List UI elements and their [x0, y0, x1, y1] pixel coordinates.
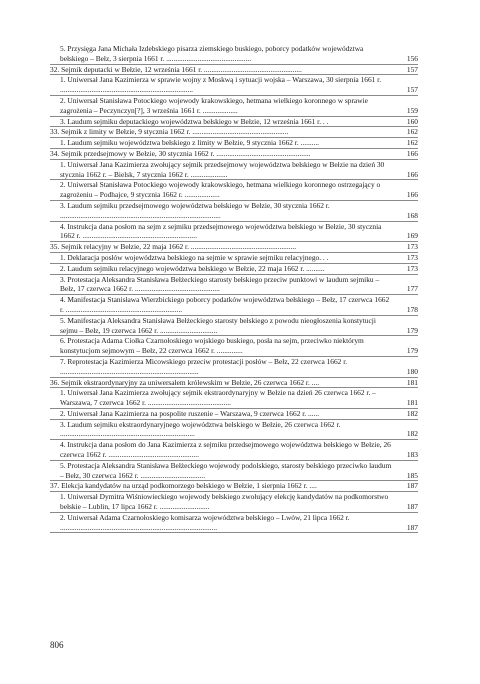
toc-subentry	[50, 275, 418, 296]
entry-title: 1. Uniwersał Jana Kazimierza zwołujący sejmik przedsejmowy województwa bełskiego w Bełzie na dzień 30 stycznia 1662 r. – Bielsk, 7 stycznia 1662 r. ....................	[60, 159, 385, 179]
toc-subentry	[50, 316, 418, 337]
toc-subentry	[50, 117, 418, 128]
entry-title: 1. Uniwersał Jana Kazimierza zwołujący sejmik ekstraordynaryjny w Bełzie na dzień 26 czerwca 1662 r. – Warszawa, 7 czerwca 1662 r. .............................................	[60, 388, 376, 408]
toc-subentry	[50, 513, 418, 534]
entry-page-number: 183	[406, 450, 418, 460]
entry-page-number: 187	[406, 522, 418, 532]
entry-page-number: 173	[406, 263, 418, 273]
entry-title: 3. Laudum sejmiku deputackiego województwa bełskiego w Bełzie, 12 września 1661 r. . .	[60, 116, 329, 126]
toc-subentry	[50, 420, 418, 441]
entry-title: 5. Przysięga Jana Michała Izdebskiego pisarza ziemskiego buskiego, poborcy podatków województwa bełskiego – Bełz, 3 sierpnia 1661 r. ..............................................	[60, 44, 364, 63]
entry-title: 3. Laudum sejmiku przedsejmowego województwa bełskiego w Bełzie, 30 stycznia 1662 r. .......................................................................................	[60, 200, 330, 220]
entry-title: 36. Sejmik ekstraordynaryjny za uniwersałem królewskim w Bełzie, 26 czerwca 1662 r. ....	[50, 377, 320, 387]
entry-title: 7. Reprotestacja Kazimierza Micowskiego przeciw protestacji posłów – Bełz, 22 czerwca 1662 r. ...........................................................................	[60, 356, 348, 376]
toc-section-entry	[50, 127, 418, 138]
entry-title: 35. Sejmik relacyjny w Bełzie, 22 maja 1662 r. .........................................................	[50, 242, 297, 252]
entry-page-number: 181	[406, 398, 418, 408]
entry-page-number: 173	[406, 242, 418, 252]
entry-page-number: 166	[406, 190, 418, 200]
toc-subentry	[50, 75, 418, 96]
entry-page-number: 187	[406, 502, 418, 512]
entry-page-number: 157	[406, 85, 418, 95]
toc-subentry	[50, 336, 418, 357]
toc-section-entry	[50, 242, 418, 253]
entry-page-number: 187	[406, 481, 418, 491]
toc-subentry	[50, 253, 418, 264]
toc-subentry	[50, 44, 418, 65]
entry-title: 2. Uniwersał Stanisława Potockiego wojewody krakowskiego, hetmana wielkiego koronnego ostrzegający o zagrożeniu – Podhajce, 9 stycznia 1662 r. ...................	[60, 180, 381, 200]
toc-section-entry	[50, 378, 418, 389]
entry-title: 1. Uniwersał Dymitra Wiśniowieckiego wojewody bełskiego zwołujący elekcję kandydatów na podkomorstwo bełskie – Lublin, 17 lipca 1662 r. ...........................	[60, 492, 389, 512]
entry-page-number: 179	[406, 325, 418, 335]
entry-title: 4. Instrukcja dana posłom na sejm z sejmiku przedsejmowego województwa bełskiego w Bełzie, 30 stycznia 1662 r. ..............................................................	[60, 221, 382, 241]
toc-subentry	[50, 295, 418, 316]
entry-page-number: 181	[406, 377, 418, 387]
toc-subentry	[50, 264, 418, 275]
entry-page-number: 162	[406, 138, 418, 148]
table-of-contents	[50, 44, 418, 533]
toc-subentry	[50, 492, 418, 513]
entry-page-number: 185	[406, 470, 418, 480]
toc-subentry	[50, 160, 418, 181]
entry-page-number: 169	[406, 231, 418, 241]
entry-title: 1. Deklaracja posłów województwa bełskiego na sejmie w sprawie sejmiku relacyjnego. . .	[60, 252, 329, 262]
entry-page-number: 160	[406, 116, 418, 126]
entry-page-number: 182	[406, 408, 418, 418]
entry-page-number: 166	[406, 169, 418, 179]
entry-page-number: 177	[406, 284, 418, 294]
toc-subentry	[50, 222, 418, 243]
entry-title: 1. Uniwersał Jana Kazimierza w sprawie wojny z Moskwą i sytuacji wojska – Warszawa, 30 sierpnia 1661 r. ........................................................................	[60, 75, 382, 95]
toc-subentry	[50, 440, 418, 461]
toc-subentry	[50, 461, 418, 482]
toc-subentry	[50, 180, 418, 201]
page-number: 806	[50, 640, 64, 650]
toc-subentry	[50, 138, 418, 149]
entry-title: 37. Elekcja kandydatów na urząd podkomorzego bełskiego w Bełzie, 1 sierpnia 1662 r. ....	[50, 481, 317, 491]
entry-page-number: 159	[406, 105, 418, 115]
toc-section-entry	[50, 481, 418, 492]
entry-page-number: 182	[406, 429, 418, 439]
entry-page-number: 180	[406, 366, 418, 376]
toc-section-entry	[50, 65, 418, 76]
entry-title: 2. Uniwersał Adama Czarnołoskiego komisarza województwa bełskiego – Lwów, 21 lipca 1662 r. .....................................................................................	[60, 512, 350, 532]
entry-title: 5. Manifestacja Aleksandra Stanisława Bełżeckiego starosty bełskiego z powodu nieogłoszenia konstytucji sejmu – Bełz, 19 czerwca 1662 r. ...............................	[60, 315, 376, 335]
toc-section-entry	[50, 149, 418, 160]
toc-subentry	[50, 357, 418, 378]
toc-subentry	[50, 388, 418, 409]
entry-page-number: 179	[406, 346, 418, 356]
toc-subentry	[50, 96, 418, 117]
entry-title: 5. Protestacja Aleksandra Stanisława Bełżeckiego wojewody podolskiego, starosty bełskiego przeciwko laudum – Bełz, 30 czerwca 1662 r. ...................................	[60, 460, 392, 480]
entry-page-number: 156	[406, 53, 418, 63]
entry-title: 6. Protestacja Adama Ciołka Czarnołoskiego wojskiego buskiego, posła na sejm, przeciwko niektórym konstytucjom sejmowym – Bełz, 22 czerwca 1662 r. ..............	[60, 336, 364, 356]
entry-title: 32. Sejmik deputacki w Bełzie, 12 września 1661 r. .....................................................	[50, 64, 302, 74]
entry-title: 33. Sejmik z limity w Bełzie, 9 stycznia 1662 r. ....................................................	[50, 127, 289, 137]
entry-title: 34. Sejmik przedsejmowy w Bełzie, 30 stycznia 1662 r. ...................................................	[50, 148, 311, 158]
entry-title: 3. Protestacja Aleksandra Stanisława Bełżeckiego starosty bełskiego przeciw punktowi w laudum sejmiku – Bełz, 17 czerwca 1662 r. ..............................................	[60, 274, 380, 294]
entry-page-number: 173	[406, 252, 418, 262]
entry-title: 2. Laudum sejmiku relacyjnego województwa bełskiego w Bełzie, 22 maja 1662 r. ..........	[60, 263, 325, 273]
entry-page-number: 166	[406, 148, 418, 158]
entry-title: 2. Uniwersał Stanisława Potockiego wojewody krakowskiego, hetmana wielkiego koronnego w sprawie zagrożenia – Peczynczyn[?], 3 września 1661 r. ...................	[60, 95, 368, 115]
entry-page-number: 157	[406, 64, 418, 74]
entry-page-number: 162	[406, 127, 418, 137]
toc-subentry	[50, 409, 418, 420]
entry-title: 1. Laudum sejmiku województwa bełskiego z limity w Bełzie, 9 stycznia 1662 r. ..........	[60, 138, 320, 148]
entry-title: 3. Laudum sejmiku ekstraordynaryjnego województwa bełskiego w Bełzie, 26 czerwca 1662 r. .........................................................................	[60, 419, 341, 439]
entry-page-number: 168	[406, 210, 418, 220]
toc-subentry	[50, 201, 418, 222]
entry-page-number: 178	[406, 304, 418, 314]
entry-title: 4. Instrukcja dana posłom do Jana Kazimierza z sejmiku przedsejmowego województwa bełskiego w Bełzie, 26 czerwca 1662 r. .................................................	[60, 440, 391, 460]
entry-title: 2. Uniwersał Jana Kazimierza na pospolite ruszenie – Warszawa, 9 czerwca 1662 r. ......	[60, 408, 320, 418]
entry-title: 4. Manifestacja Stanisława Wierzbickiego poborcy podatków województwa bełskiego – Bełz, 17 czerwca 1662 r. ...............................................................	[60, 295, 390, 314]
